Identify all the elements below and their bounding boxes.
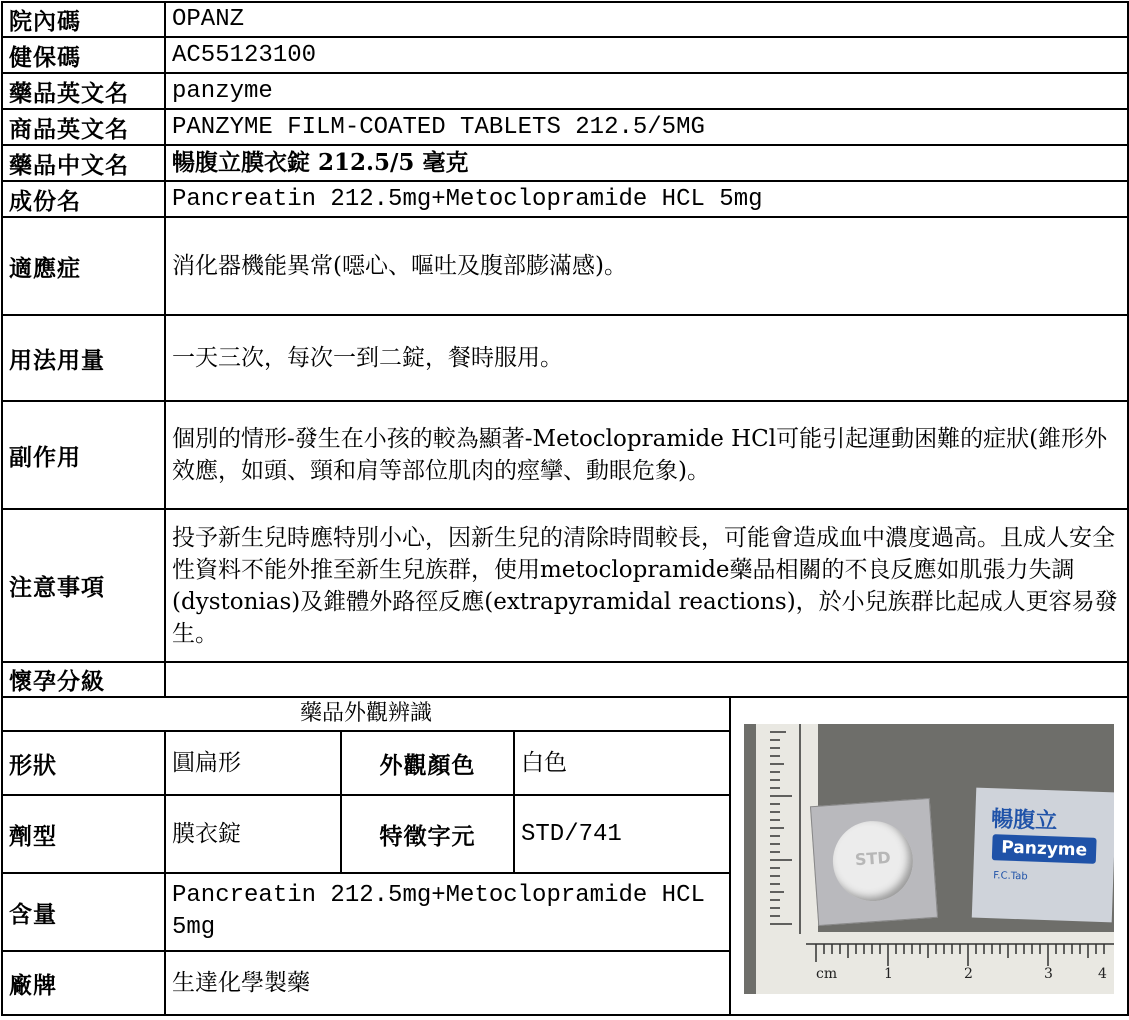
color-value: 白色 (514, 731, 730, 795)
ruler-tick-1: 1 (884, 966, 893, 982)
drug-cn-name-value: 暢腹立膜衣錠 212.5/5 毫克 (165, 145, 1128, 181)
nhi-code-value: AC55123100 (165, 37, 1128, 73)
shape-label: 形狀 (2, 731, 165, 795)
ruler-tick-3: 3 (1044, 966, 1053, 982)
row-internal-code (2, 2, 1128, 37)
brand-value: 生達化學製藥 (165, 951, 730, 1015)
row-precautions (2, 509, 1128, 662)
side-effects-value: 個別的情形-發生在小孩的較為顯著-Metoclopramide HCl可能引起運動困難的症狀(錐形外效應，如頭、頸和肩等部位肌肉的痙攣、動眼危象)。 (165, 401, 1128, 509)
drug-photo-cell (730, 697, 1128, 1015)
blister-pocket (810, 798, 938, 926)
row-side-effects (2, 401, 1128, 509)
row-indication (2, 217, 1128, 315)
brand-label: 廠牌 (2, 951, 165, 1015)
row-ingredient (2, 181, 1128, 217)
precautions-value: 投予新生兒時應特別小心，因新生兒的清除時間較長，可能會造成血中濃度過高。且成人安全性資料不能外推至新生兒族群，使用metoclopramide藥品相關的不良反應如肌張力失調(dystonias)及錐體外路徑反應(extrapyramidal reactions)，於小兒族群比起成人更容易發生。 (165, 509, 1128, 662)
horizontal-ruler-ticks (806, 932, 1114, 994)
drug-info-table (1, 1, 1129, 1016)
dosage-label: 用法用量 (2, 315, 165, 401)
row-drug-cn-name (2, 145, 1128, 181)
indication-label: 適應症 (2, 217, 165, 315)
internal-code-value: OPANZ (165, 2, 1128, 37)
nhi-code-label: 健保碼 (2, 37, 165, 73)
row-appearance-title (2, 697, 1128, 731)
row-product-en-name (2, 109, 1128, 145)
appearance-section-title: 藥品外觀辨識 (2, 697, 730, 731)
row-dosage (2, 315, 1128, 401)
pregnancy-value (165, 662, 1128, 697)
tablet-imprint: STD (854, 847, 892, 870)
package-foil (972, 788, 1114, 923)
drug-en-name-label: 藥品英文名 (2, 73, 165, 109)
pregnancy-label: 懷孕分級 (2, 662, 165, 697)
strength-label: 含量 (2, 873, 165, 951)
tablet (830, 818, 915, 903)
drug-en-name-value: panzyme (165, 73, 1128, 109)
ingredient-value: Pancreatin 212.5mg+Metoclopramide HCL 5mg (165, 181, 1128, 217)
ruler-unit-label: cm (816, 966, 838, 982)
row-nhi-code (2, 37, 1128, 73)
marking-value: STD/741 (514, 795, 730, 873)
indication-value: 消化器機能異常(噁心、嘔吐及腹部膨滿感)。 (165, 217, 1128, 315)
product-en-name-value: PANZYME FILM-COATED TABLETS 212.5/5MG (165, 109, 1128, 145)
package-small-text: F.C.Tab (993, 870, 1028, 883)
product-en-name-label: 商品英文名 (2, 109, 165, 145)
color-label: 外觀顏色 (341, 731, 514, 795)
ingredient-label: 成份名 (2, 181, 165, 217)
row-pregnancy (2, 662, 1128, 697)
precautions-label: 注意事項 (2, 509, 165, 662)
form-value: 膜衣錠 (165, 795, 341, 873)
drug-photo (744, 724, 1114, 994)
horizontal-ruler (806, 932, 1114, 994)
ruler-tick-4: 4 (1098, 966, 1107, 982)
shape-value: 圓扁形 (165, 731, 341, 795)
drug-cn-name-label: 藥品中文名 (2, 145, 165, 181)
dosage-value: 一天三次，每次一到二錠，餐時服用。 (165, 315, 1128, 401)
internal-code-label: 院內碼 (2, 2, 165, 37)
row-drug-en-name (2, 73, 1128, 109)
marking-label: 特徵字元 (341, 795, 514, 873)
form-label: 劑型 (2, 795, 165, 873)
package-brand-logo: Panzyme (992, 834, 1097, 864)
side-effects-label: 副作用 (2, 401, 165, 509)
ruler-tick-2: 2 (964, 966, 973, 982)
strength-value: Pancreatin 212.5mg+Metoclopramide HCL 5mg (165, 873, 730, 951)
package-cn-name: 暢腹立 (990, 806, 1058, 835)
